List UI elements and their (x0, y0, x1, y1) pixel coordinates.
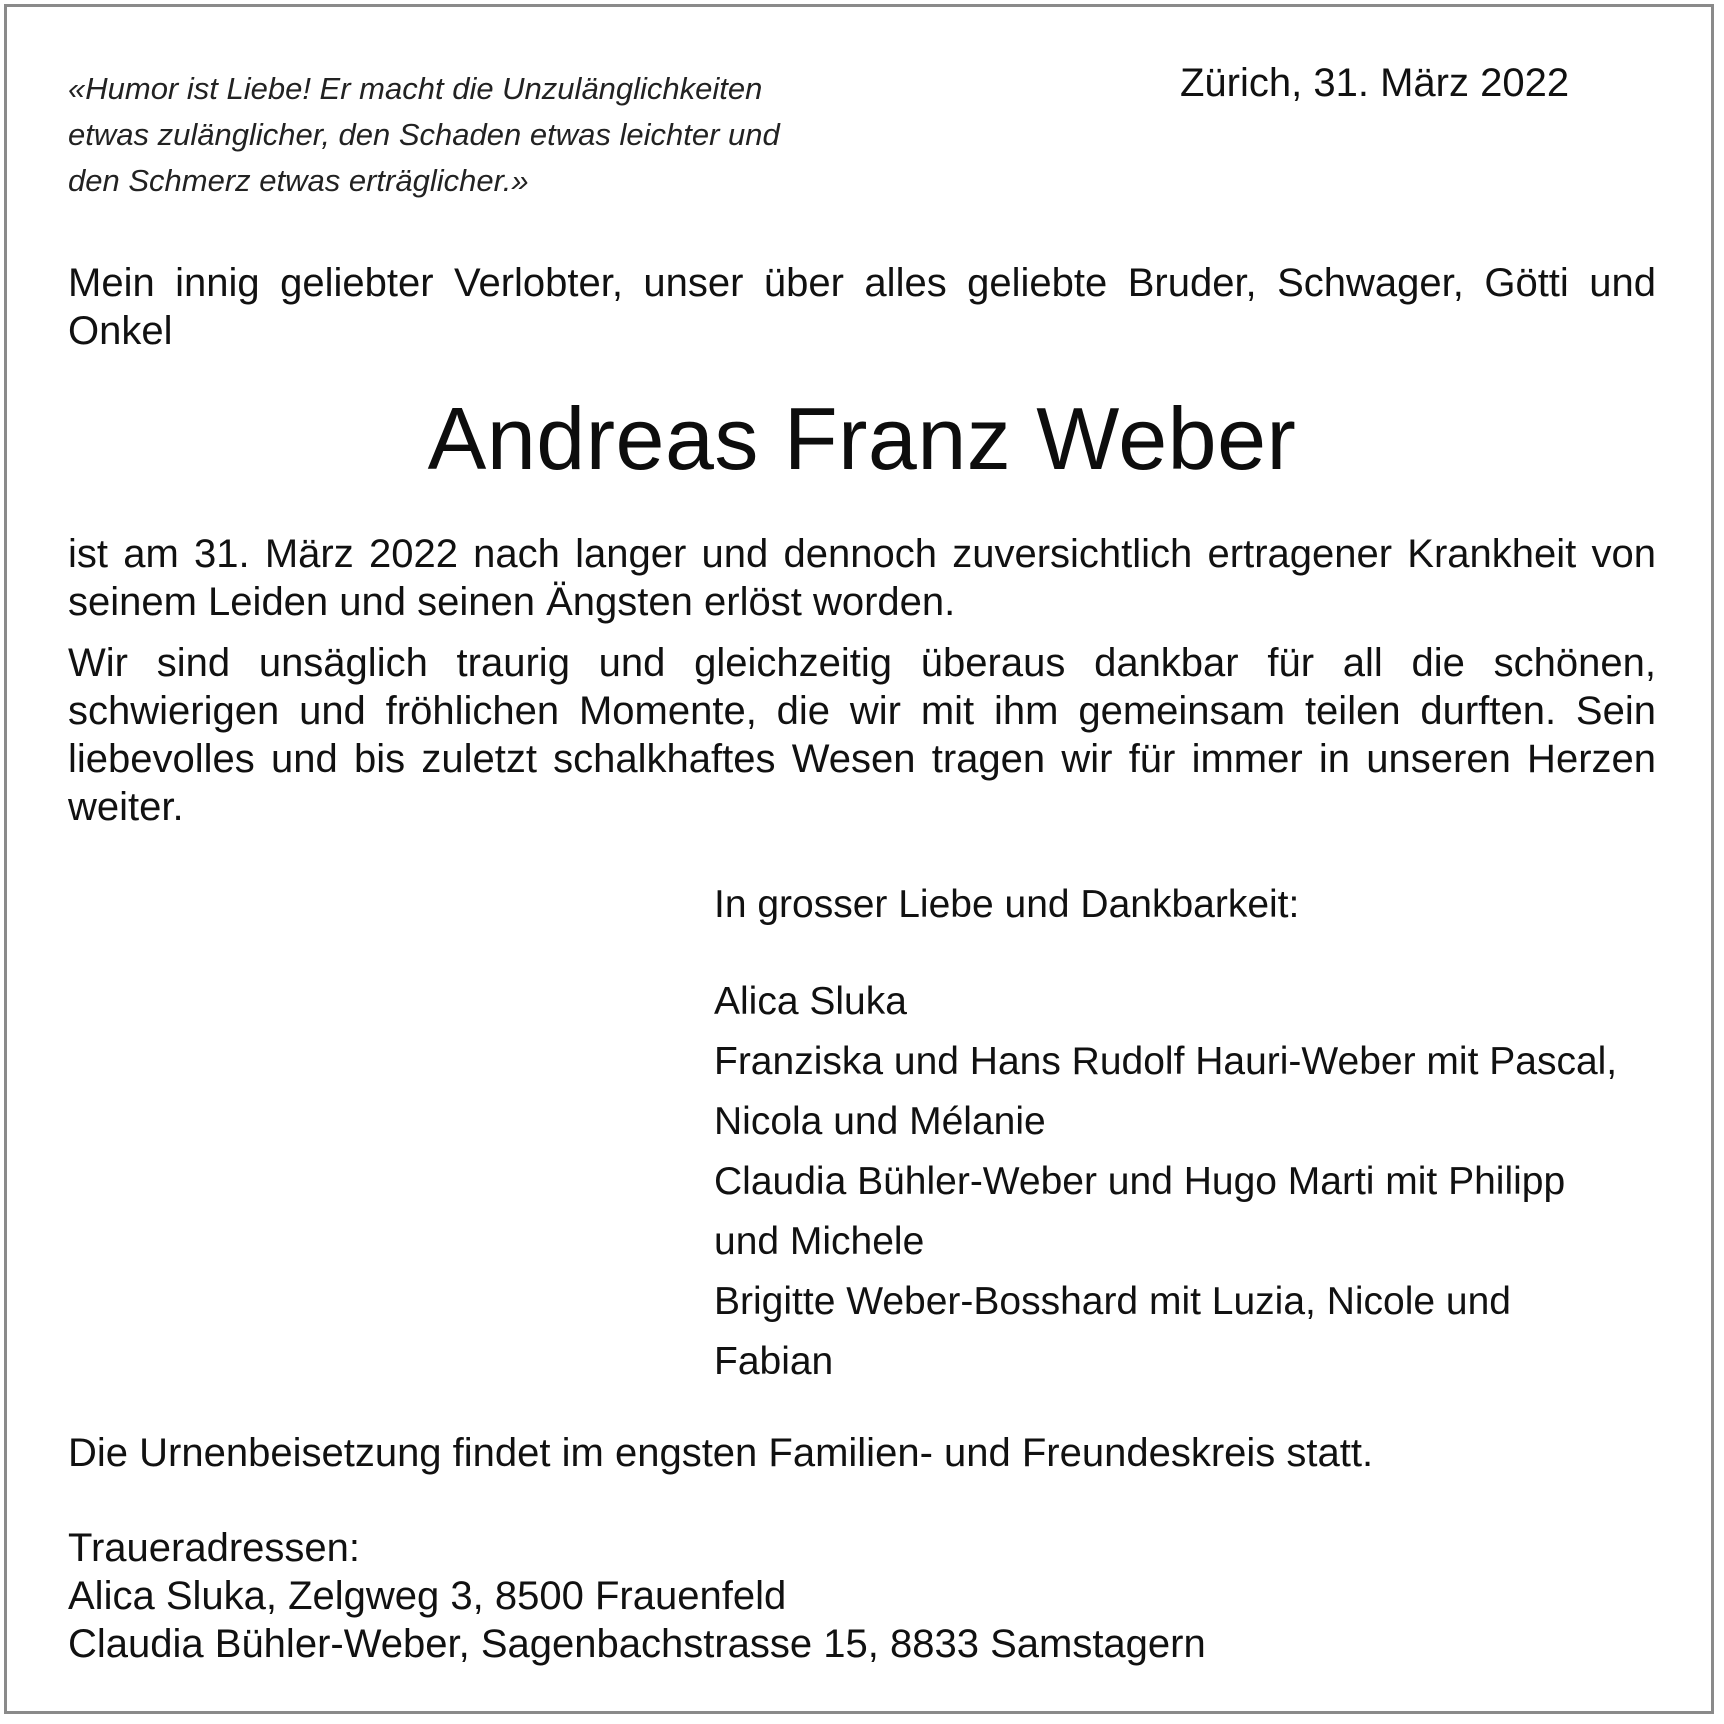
address-line: Alica Sluka, Zelgweg 3, 8500 Frauenfeld (68, 1574, 787, 1618)
intro-paragraph (68, 259, 1656, 355)
mourner-line: Alica Sluka (714, 980, 907, 1023)
burial-note: Die Urnenbeisetzung findet im engsten Familien- und Freundeskreis statt. (68, 1431, 1374, 1475)
closing-line: In grosser Liebe und Dankbarkeit: (714, 883, 1300, 926)
quote-line: «Humor ist Liebe! Er macht die Unzulänglichkeiten (68, 71, 763, 106)
grief-line: schwierigen und fröhlichen Momente, die wir mit ihm gemeinsam teilen durften. Sein (68, 689, 1656, 733)
mourner-line: und Michele (714, 1220, 925, 1263)
mourner-line: Nicola und Mélanie (714, 1100, 1046, 1143)
place-date: Zürich, 31. März 2022 (1180, 61, 1570, 105)
mourner-line: Brigitte Weber-Bosshard mit Luzia, Nicole und (714, 1280, 1511, 1323)
deceased-name: Andreas Franz Weber (427, 389, 1297, 488)
death-notice-paragraph (68, 530, 1656, 626)
intro-line: Onkel (68, 309, 173, 353)
grief-paragraph (68, 639, 1656, 831)
death-notice-line: seinem Leiden und seinen Ängsten erlöst worden. (68, 580, 956, 624)
mourner-line: Fabian (714, 1340, 834, 1383)
mourners-list (714, 972, 1617, 1392)
death-notice-line: ist am 31. März 2022 nach langer und dennoch zuversichtlich ertragener Krankheit von (68, 532, 1656, 576)
address-line: Claudia Bühler-Weber, Sagenbachstrasse 15, 8833 Samstagern (68, 1622, 1206, 1666)
intro-line: Mein innig geliebter Verlobter, unser über alles geliebte Bruder, Schwager, Götti und (68, 261, 1656, 305)
quote-line: etwas zulänglicher, den Schaden etwas leichter und (68, 117, 780, 152)
mourner-line: Franziska und Hans Rudolf Hauri-Weber mit Pascal, (714, 1040, 1618, 1083)
quote-line: den Schmerz etwas erträglicher.» (68, 163, 529, 198)
epigraph-quote (68, 66, 828, 204)
mourning-addresses (68, 1524, 1206, 1668)
mourner-line: Claudia Bühler-Weber und Hugo Marti mit Philipp (714, 1160, 1566, 1203)
grief-line: Wir sind unsäglich traurig und gleichzeitig überaus dankbar für all die schönen, (68, 641, 1656, 685)
grief-line: liebevolles und bis zuletzt schalkhaftes Wesen tragen wir für immer in unseren Herzen (68, 737, 1656, 781)
grief-line: weiter. (68, 785, 184, 829)
addresses-heading: Traueradressen: (68, 1526, 360, 1570)
